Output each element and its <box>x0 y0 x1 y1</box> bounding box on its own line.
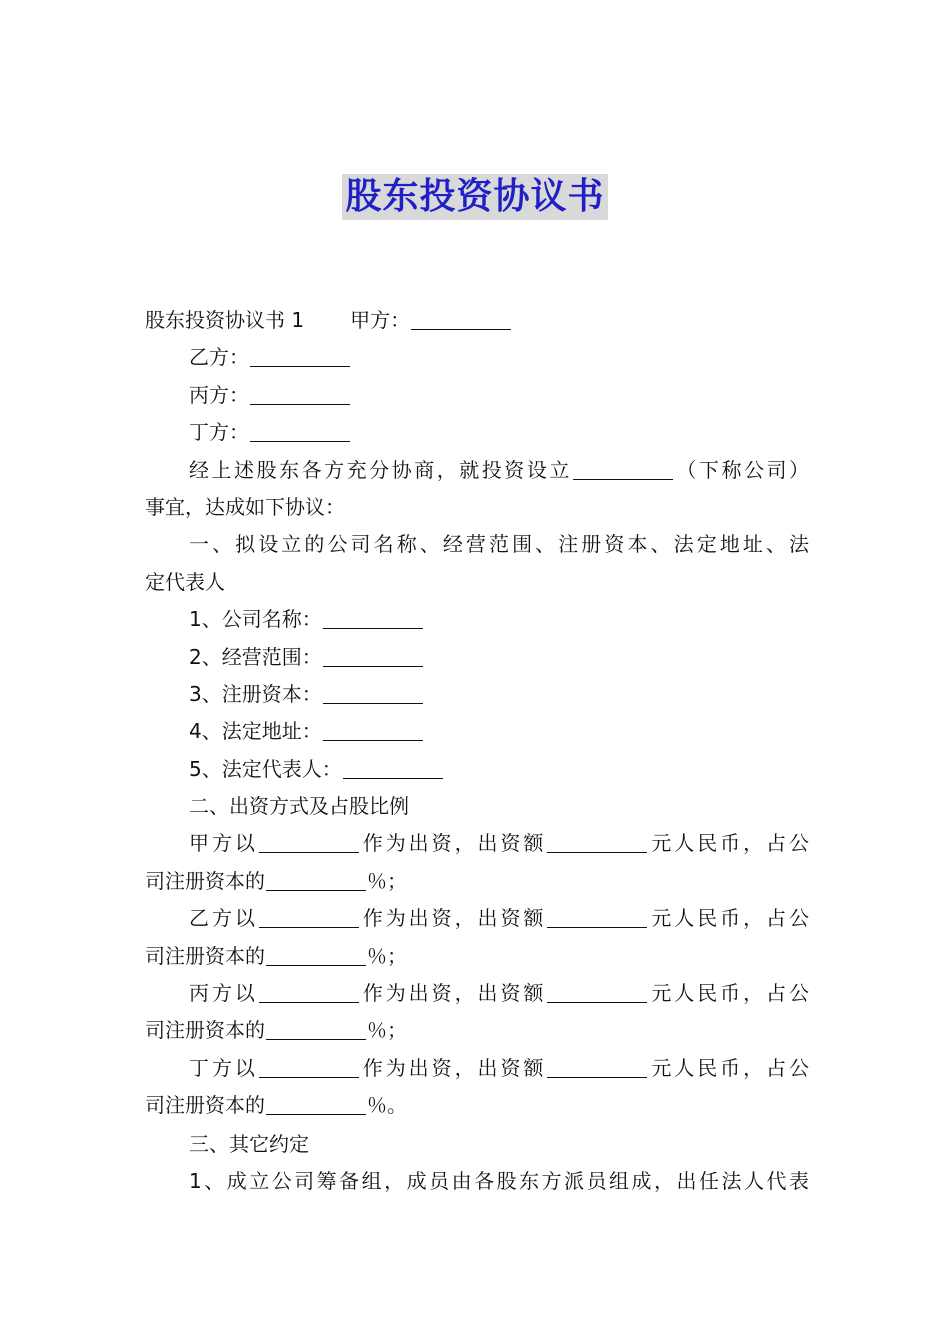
paragraph-text: 作为出资，出资额 <box>359 831 547 856</box>
paragraph-text: ％； <box>367 943 407 968</box>
fill-blank[interactable] <box>250 419 350 442</box>
fill-blank[interactable] <box>323 681 423 704</box>
list-item: 3、注册资本： <box>189 681 322 706</box>
doc-line <box>145 751 809 788</box>
fill-blank[interactable] <box>259 830 359 853</box>
fill-blank[interactable] <box>547 980 647 1003</box>
paragraph-text: 作为出资，出资额 <box>359 981 547 1006</box>
paragraph-text: 元人民币，占公 <box>648 831 810 856</box>
paragraph-text: ％。 <box>367 1093 407 1118</box>
party-d-label: 丁方： <box>189 420 249 445</box>
fill-blank[interactable] <box>266 1092 366 1115</box>
paragraph-text: 作为出资，出资额 <box>359 906 547 931</box>
fill-blank[interactable] <box>259 980 359 1003</box>
doc-line <box>145 863 809 900</box>
party-c-label: 丙方： <box>189 382 249 407</box>
fill-blank[interactable] <box>250 344 350 367</box>
paragraph-text: 甲方以 <box>189 831 258 856</box>
doc-line <box>145 1163 809 1200</box>
fill-blank[interactable] <box>250 382 350 405</box>
doc-heading-inline: 股东投资协议书 1 <box>145 308 305 332</box>
list-item: 1、公司名称： <box>189 607 322 632</box>
doc-line <box>145 601 809 638</box>
doc-line <box>145 302 809 339</box>
fill-blank[interactable] <box>323 644 423 667</box>
paragraph-text: 丁方以 <box>189 1055 258 1080</box>
fill-blank[interactable] <box>259 1055 359 1078</box>
paragraph-text: ％； <box>367 868 407 893</box>
doc-line <box>145 564 809 601</box>
paragraph-text: 1、成立公司筹备组，成员由各股东方派员组成，出任法人代表 <box>189 1168 809 1193</box>
doc-line <box>145 676 809 713</box>
fill-blank[interactable] <box>411 307 511 330</box>
fill-blank[interactable] <box>547 1055 647 1078</box>
doc-line <box>145 1050 809 1087</box>
paragraph-text: 司注册资本的 <box>145 868 265 893</box>
fill-blank[interactable] <box>266 1017 366 1040</box>
document-title <box>0 174 950 220</box>
doc-line <box>145 975 809 1012</box>
paragraph-text: 经上述股东各方充分协商，就投资设立 <box>189 457 572 482</box>
doc-line <box>145 339 809 376</box>
fill-blank[interactable] <box>573 457 673 480</box>
doc-line <box>145 900 809 937</box>
doc-line <box>145 788 809 825</box>
party-b-label: 乙方： <box>189 345 249 370</box>
doc-line <box>145 713 809 750</box>
fill-blank[interactable] <box>547 905 647 928</box>
paragraph-text: 丙方以 <box>189 981 258 1006</box>
doc-line <box>145 825 809 862</box>
doc-line <box>145 1126 809 1163</box>
fill-blank[interactable] <box>266 943 366 966</box>
fill-blank[interactable] <box>323 606 423 629</box>
doc-line <box>145 452 809 489</box>
paragraph-text: 司注册资本的 <box>145 943 265 968</box>
fill-blank[interactable] <box>259 905 359 928</box>
section-heading: 定代表人 <box>145 569 225 594</box>
paragraph-text: （下称公司） <box>673 457 810 482</box>
paragraph-text: 事宜，达成如下协议： <box>145 494 345 519</box>
paragraph-text: 司注册资本的 <box>145 1018 265 1043</box>
section-heading: 二、出资方式及占股比例 <box>189 794 409 819</box>
document-title-text: 股东投资协议书 <box>342 174 607 220</box>
section-heading: 一、拟设立的公司名称、经营范围、注册资本、法定地址、法 <box>189 532 809 557</box>
list-item: 2、经营范围： <box>189 644 322 669</box>
paragraph-text: 作为出资，出资额 <box>359 1055 547 1080</box>
doc-line <box>145 414 809 451</box>
list-item: 4、法定地址： <box>189 719 322 744</box>
paragraph-text: 乙方以 <box>189 906 258 931</box>
doc-line <box>145 1012 809 1049</box>
doc-line <box>145 377 809 414</box>
paragraph-text: 元人民币，占公 <box>648 906 810 931</box>
document-body <box>145 302 809 1200</box>
doc-line <box>145 639 809 676</box>
doc-line <box>145 526 809 563</box>
doc-line <box>145 938 809 975</box>
paragraph-text: 元人民币，占公 <box>648 1055 810 1080</box>
fill-blank[interactable] <box>343 756 443 779</box>
doc-line <box>145 1087 809 1124</box>
doc-line <box>145 489 809 526</box>
paragraph-text: 司注册资本的 <box>145 1093 265 1118</box>
paragraph-text: ％； <box>367 1018 407 1043</box>
party-a-label: 甲方： <box>350 308 411 332</box>
paragraph-text: 元人民币，占公 <box>648 981 810 1006</box>
list-item: 5、法定代表人： <box>189 756 342 781</box>
fill-blank[interactable] <box>547 830 647 853</box>
fill-blank[interactable] <box>323 718 423 741</box>
section-heading: 三、其它约定 <box>189 1131 309 1156</box>
fill-blank[interactable] <box>266 868 366 891</box>
